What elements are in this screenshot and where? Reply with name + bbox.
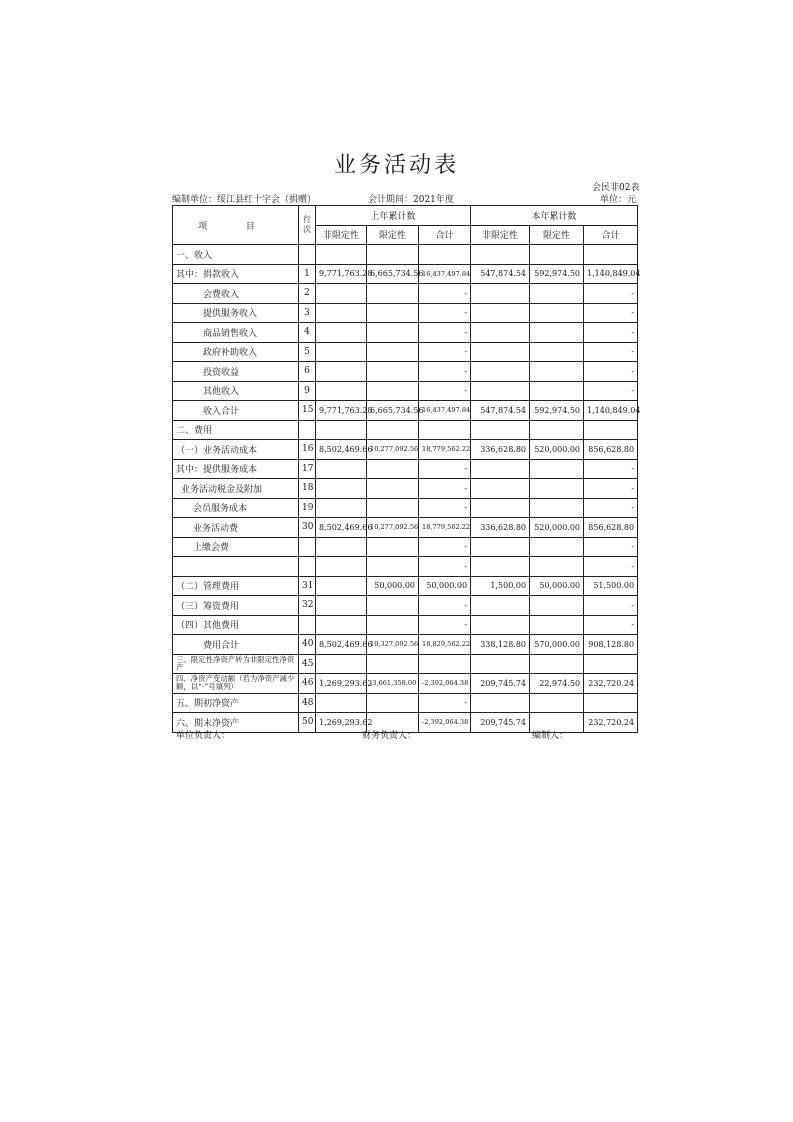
cell-last-unrestricted [316, 479, 367, 499]
cell-this-unrestricted [471, 342, 530, 362]
cell-this-restricted [530, 459, 584, 479]
cell-last-restricted [367, 303, 419, 323]
cell-this-unrestricted: 547,874.54 [471, 401, 530, 421]
cell-this-total: - [584, 362, 638, 382]
cell-last-restricted [367, 693, 419, 713]
page-title: 业务活动表 [333, 153, 459, 178]
unit-head-signature: 单位负责人： [176, 731, 231, 741]
table-body [173, 245, 641, 733]
cell-last-unrestricted: 8,502,469.66 [316, 518, 367, 538]
cell-last-restricted [367, 323, 419, 343]
cell-last-total: - [419, 498, 471, 518]
cell-last-total: - [419, 596, 471, 616]
cell-last-total: 18,779,562.22 [419, 518, 471, 538]
cell-last-unrestricted: 9,771,763.28 [316, 264, 367, 284]
row-number: 50 [299, 713, 316, 733]
cell-this-unrestricted [471, 557, 530, 577]
cell-last-restricted [367, 342, 419, 362]
row-item-label: 上缴会费 [173, 537, 299, 557]
header-this-year: 本年累计数 [471, 206, 638, 226]
cell-last-restricted [367, 537, 419, 557]
header-this-total: 合计 [584, 225, 638, 245]
table-row [173, 615, 638, 635]
cell-this-unrestricted: 209,745.74 [471, 674, 530, 694]
table-row [173, 420, 638, 440]
table-row [173, 459, 638, 479]
row-number: 3 [299, 303, 316, 323]
header-row-no: 行次 [299, 206, 316, 245]
cell-this-unrestricted [471, 537, 530, 557]
row-number: 40 [299, 635, 316, 655]
table-row [173, 479, 638, 499]
table-row [173, 362, 638, 382]
table-row [173, 693, 638, 713]
cell-last-unrestricted [316, 420, 367, 440]
cell-this-restricted [530, 596, 584, 616]
cell-last-unrestricted [316, 596, 367, 616]
header-last-total: 合计 [419, 225, 471, 245]
cell-last-unrestricted [316, 245, 367, 265]
cell-last-restricted [367, 498, 419, 518]
table-row [173, 264, 638, 284]
cell-last-total [419, 420, 471, 440]
row-number [299, 557, 316, 577]
cell-this-restricted [530, 479, 584, 499]
row-item-label: （二）管理费用 [173, 576, 299, 596]
row-number: 31 [299, 576, 316, 596]
header-this-restricted: 限定性 [530, 225, 584, 245]
cell-this-unrestricted [471, 245, 530, 265]
cell-this-unrestricted [471, 596, 530, 616]
accounting-period: 会计期间：2021年度 [368, 195, 454, 205]
cell-last-restricted: 10,277,092.56 [367, 518, 419, 538]
table-row [173, 381, 638, 401]
cell-last-unrestricted [316, 342, 367, 362]
cell-this-total: - [584, 323, 638, 343]
preparing-unit: 编制单位：绥江县红十字会（捐赠） [172, 195, 317, 205]
row-item-label: 二、费用 [173, 420, 299, 440]
table-row [173, 342, 638, 362]
cell-last-unrestricted [316, 381, 367, 401]
table-row [173, 674, 638, 694]
row-item-label [173, 557, 299, 577]
row-item-label: 提供服务收入 [173, 303, 299, 323]
cell-last-total: - [419, 537, 471, 557]
cell-last-unrestricted [316, 362, 367, 382]
row-item-label: 三、限定性净资产转为非限定性净资产 [173, 654, 299, 674]
row-item-label: 业务活动税金及附加 [173, 479, 299, 499]
cell-last-restricted [367, 596, 419, 616]
cell-this-restricted: 592,974.50 [530, 401, 584, 421]
cell-this-total: - [584, 557, 638, 577]
row-item-label: （三）筹资费用 [173, 596, 299, 616]
cell-this-restricted [530, 420, 584, 440]
row-number: 9 [299, 381, 316, 401]
row-number: 2 [299, 284, 316, 304]
row-number [299, 245, 316, 265]
row-item-label: 一、收入 [173, 245, 299, 265]
cell-last-total [419, 245, 471, 265]
cell-last-restricted [367, 557, 419, 577]
cell-this-total: 856,628.80 [584, 440, 638, 460]
row-number: 32 [299, 596, 316, 616]
cell-last-unrestricted [316, 323, 367, 343]
cell-last-restricted [367, 284, 419, 304]
row-item-label: 费用合计 [173, 635, 299, 655]
cell-last-restricted [367, 245, 419, 265]
cell-this-unrestricted [471, 303, 530, 323]
row-number: 4 [299, 323, 316, 343]
cell-last-unrestricted: 8,502,469.66 [316, 635, 367, 655]
cell-last-total [419, 654, 471, 674]
row-item-label: 四、净资产变动额（若为净资产减少额，以“-”号填列） [173, 674, 299, 694]
cell-last-restricted: 10,327,092.56 [367, 635, 419, 655]
row-number: 30 [299, 518, 316, 538]
cell-last-restricted [367, 654, 419, 674]
cell-last-total: - [419, 557, 471, 577]
table-row [173, 518, 638, 538]
row-item-label: 会员服务成本 [173, 498, 299, 518]
signature-row [176, 728, 636, 742]
row-item-label: 其中：提供服务成本 [173, 459, 299, 479]
row-number: 48 [299, 693, 316, 713]
cell-this-total: - [584, 303, 638, 323]
table-row [173, 557, 638, 577]
cell-this-total [584, 693, 638, 713]
cell-this-unrestricted [471, 693, 530, 713]
cell-last-restricted: 10,277,092.56 [367, 440, 419, 460]
row-item-label: 商品销售收入 [173, 323, 299, 343]
cell-this-total: - [584, 479, 638, 499]
cell-this-restricted [530, 245, 584, 265]
cell-last-total: - [419, 381, 471, 401]
cell-this-restricted: 570,000.00 [530, 635, 584, 655]
table-row [173, 498, 638, 518]
row-item-label: 其他收入 [173, 381, 299, 401]
row-item-label: 政府补助收入 [173, 342, 299, 362]
cell-this-restricted [530, 284, 584, 304]
cell-this-total: - [584, 459, 638, 479]
cell-this-total: 1,140,849.04 [584, 264, 638, 284]
cell-this-restricted: 22,974.50 [530, 674, 584, 694]
cell-this-restricted [530, 498, 584, 518]
cell-this-unrestricted [471, 654, 530, 674]
cell-this-total: 51,500.00 [584, 576, 638, 596]
row-number: 15 [299, 401, 316, 421]
cell-this-restricted [530, 381, 584, 401]
cell-last-unrestricted: 1,269,293.62 [316, 713, 367, 733]
table-row [173, 323, 638, 343]
report-meta [172, 192, 636, 206]
cell-this-total: - [584, 342, 638, 362]
cell-this-unrestricted: 336,628.80 [471, 518, 530, 538]
cell-last-unrestricted [316, 693, 367, 713]
cell-last-total: - [419, 303, 471, 323]
cell-this-total: 232,720.24 [584, 713, 638, 733]
preparer-signature: 编制人： [532, 731, 569, 741]
cell-last-restricted: 50,000.00 [367, 576, 419, 596]
header-last-restricted: 限定性 [367, 225, 419, 245]
cell-last-unrestricted [316, 615, 367, 635]
cell-this-unrestricted: 336,628.80 [471, 440, 530, 460]
row-item-label: 其中：捐款收入 [173, 264, 299, 284]
cell-this-total: - [584, 537, 638, 557]
cell-last-total: 18,779,562.22 [419, 440, 471, 460]
cell-this-restricted: 520,000.00 [530, 518, 584, 538]
table-row [173, 635, 638, 655]
cell-this-restricted [530, 303, 584, 323]
cell-last-total: 18,829,562.22 [419, 635, 471, 655]
cell-this-unrestricted [471, 381, 530, 401]
cell-last-unrestricted [316, 537, 367, 557]
table-row [173, 303, 638, 323]
cell-this-restricted [530, 323, 584, 343]
cell-last-total: - [419, 362, 471, 382]
cell-last-restricted [367, 615, 419, 635]
row-number [299, 537, 316, 557]
cell-last-unrestricted [316, 284, 367, 304]
table-row [173, 401, 638, 421]
cell-this-total: - [584, 596, 638, 616]
cell-last-total: -2,392,064.38 [419, 674, 471, 694]
row-number: 1 [299, 264, 316, 284]
cell-this-restricted [530, 362, 584, 382]
cell-this-unrestricted: 338,128.80 [471, 635, 530, 655]
cell-last-restricted: -3,661,358.00 [367, 674, 419, 694]
cell-last-total: - [419, 459, 471, 479]
cell-last-total: - [419, 284, 471, 304]
row-item-label: （四）其他费用 [173, 615, 299, 635]
cell-last-total: - [419, 693, 471, 713]
cell-last-total: - [419, 615, 471, 635]
cell-last-restricted [367, 479, 419, 499]
header-last-unrestricted: 非限定性 [316, 225, 367, 245]
row-item-label: 业务活动费 [173, 518, 299, 538]
cell-last-unrestricted [316, 557, 367, 577]
cell-last-unrestricted: 9,771,763.28 [316, 401, 367, 421]
table-row [173, 576, 638, 596]
row-item-label: （一）业务活动成本 [173, 440, 299, 460]
table-row [173, 654, 638, 674]
finance-head-signature: 财务负责人： [362, 731, 417, 741]
cell-this-total: 232,720.24 [584, 674, 638, 694]
cell-this-unrestricted: 547,874.54 [471, 264, 530, 284]
cell-this-restricted [530, 342, 584, 362]
table-row [173, 537, 638, 557]
cell-this-unrestricted [471, 479, 530, 499]
cell-this-total: 856,628.80 [584, 518, 638, 538]
table-row [173, 284, 638, 304]
cell-this-unrestricted [471, 362, 530, 382]
row-number: 45 [299, 654, 316, 674]
row-number [299, 615, 316, 635]
row-number: 6 [299, 362, 316, 382]
cell-this-total: - [584, 284, 638, 304]
cell-last-total: - [419, 323, 471, 343]
row-item-label: 会费收入 [173, 284, 299, 304]
cell-last-total: -2,392,064.38 [419, 713, 471, 733]
cell-this-restricted [530, 615, 584, 635]
form-code: 会民非02表 [592, 183, 640, 193]
cell-this-unrestricted: 1,500.00 [471, 576, 530, 596]
row-number: 16 [299, 440, 316, 460]
cell-this-total: - [584, 381, 638, 401]
cell-last-restricted: 6,665,734.56 [367, 264, 419, 284]
cell-last-unrestricted [316, 576, 367, 596]
row-number: 19 [299, 498, 316, 518]
cell-this-unrestricted: 209,745.74 [471, 713, 530, 733]
cell-this-unrestricted [471, 615, 530, 635]
cell-this-total: - [584, 615, 638, 635]
row-item-label: 投资收益 [173, 362, 299, 382]
cell-this-unrestricted [471, 323, 530, 343]
cell-last-unrestricted [316, 303, 367, 323]
cell-last-total: 50,000.00 [419, 576, 471, 596]
cell-this-restricted [530, 537, 584, 557]
header-item: 项 目 [173, 206, 299, 245]
cell-this-restricted [530, 557, 584, 577]
cell-last-unrestricted [316, 498, 367, 518]
row-number: 5 [299, 342, 316, 362]
cell-last-restricted [367, 459, 419, 479]
cell-this-unrestricted [471, 498, 530, 518]
table-row [173, 596, 638, 616]
cell-last-restricted [367, 362, 419, 382]
cell-this-restricted [530, 693, 584, 713]
cell-last-unrestricted: 1,269,293.62 [316, 674, 367, 694]
cell-last-restricted [367, 420, 419, 440]
cell-last-restricted: 6,665,734.56 [367, 401, 419, 421]
currency-unit: 单位：元 [599, 195, 636, 205]
cell-last-restricted [367, 381, 419, 401]
row-item-label: 五、期初净资产 [173, 693, 299, 713]
row-number: 17 [299, 459, 316, 479]
row-number: 18 [299, 479, 316, 499]
row-item-label: 六、期末净资产 [173, 713, 299, 733]
cell-this-restricted: 592,974.50 [530, 264, 584, 284]
cell-this-total [584, 245, 638, 265]
cell-this-restricted: 520,000.00 [530, 440, 584, 460]
cell-this-total: - [584, 498, 638, 518]
cell-this-unrestricted [471, 459, 530, 479]
cell-this-total: 1,140,849.04 [584, 401, 638, 421]
cell-this-total [584, 654, 638, 674]
cell-this-total [584, 420, 638, 440]
cell-last-unrestricted [316, 654, 367, 674]
row-number [299, 420, 316, 440]
cell-last-total: - [419, 479, 471, 499]
cell-this-restricted [530, 654, 584, 674]
cell-last-unrestricted: 8,502,469.66 [316, 440, 367, 460]
row-item-label: 收入合计 [173, 401, 299, 421]
cell-last-total: 16,437,497.84 [419, 401, 471, 421]
cell-this-total: 908,128.80 [584, 635, 638, 655]
cell-last-total: - [419, 342, 471, 362]
business-activity-table [172, 205, 641, 733]
cell-last-total: 16,437,497.84 [419, 264, 471, 284]
header-this-unrestricted: 非限定性 [471, 225, 530, 245]
table-row [173, 440, 638, 460]
cell-this-unrestricted [471, 420, 530, 440]
header-last-year: 上年累计数 [316, 206, 471, 226]
row-number: 46 [299, 674, 316, 694]
cell-this-restricted: 50,000.00 [530, 576, 584, 596]
cell-this-unrestricted [471, 284, 530, 304]
cell-last-unrestricted [316, 459, 367, 479]
table-row [173, 245, 638, 265]
